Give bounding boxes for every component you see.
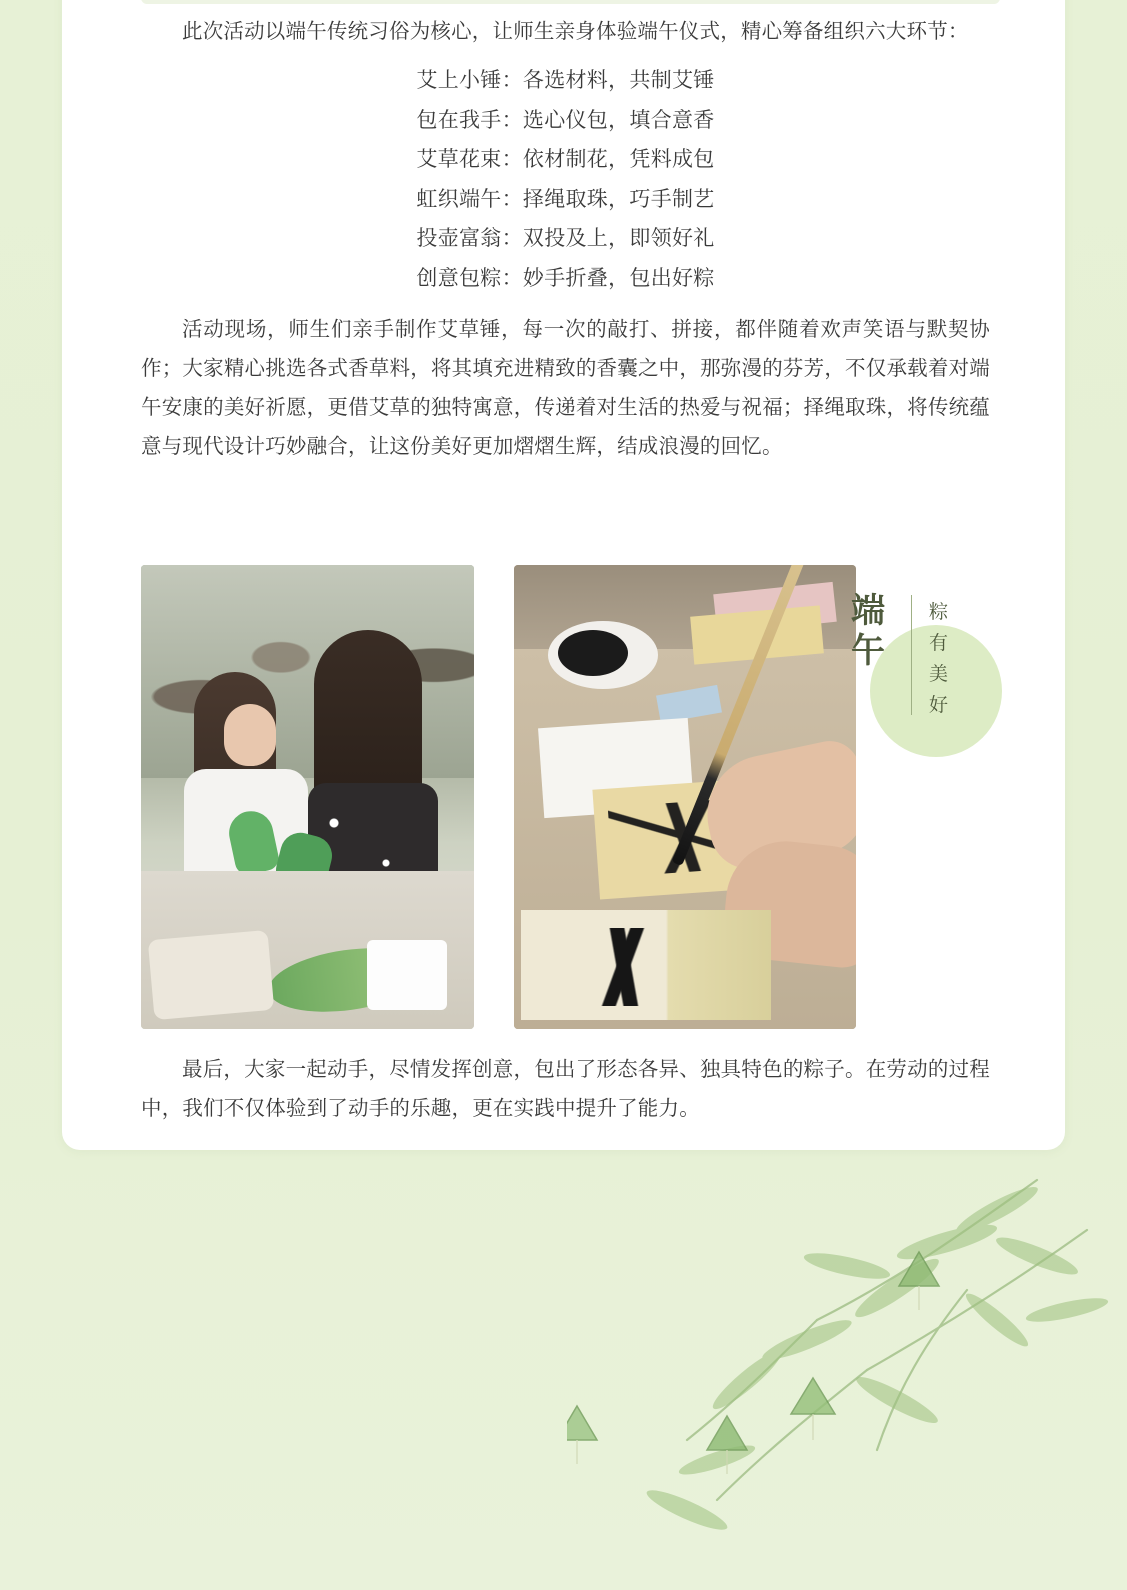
seal-title: 端午 bbox=[851, 592, 886, 670]
photo-left-person-a-face bbox=[224, 704, 276, 766]
activity-caption-bar bbox=[141, 0, 1000, 4]
list-item: 虹织端午：择绳取珠，巧手制艺 bbox=[416, 187, 715, 211]
list-item: 艾上小锤：各选材料，共制艾锤 bbox=[416, 69, 715, 92]
closing-paragraph: 最后，大家一起动手，尽情发挥创意，包出了形态各异、独具特色的粽子。在劳动的过程中，我们不仅体验到了动手的乐趣，更在实践中提升了能力。 bbox=[141, 1058, 990, 1120]
photo-right-ink bbox=[558, 630, 628, 676]
photo-activity-calligraphy bbox=[514, 565, 856, 1029]
seal-divider bbox=[911, 595, 912, 715]
article-card-inner bbox=[62, 0, 1065, 1150]
intro-paragraph: 此次活动以端午传统习俗为核心，让师生亲身体验端午仪式，精心筹备组织六大环节： bbox=[182, 20, 969, 43]
list-item: 投壶富翁：双投及上，即领好礼 bbox=[416, 227, 715, 250]
photo-right-bottom-card-strokes bbox=[538, 928, 708, 1006]
list-item: 创意包粽：妙手折叠，包出好粽 bbox=[416, 266, 715, 290]
session-list bbox=[141, 61, 990, 298]
photo-activity-handcraft bbox=[141, 565, 474, 1029]
photo-left-white-box bbox=[367, 940, 447, 1010]
photo-left-cloth bbox=[148, 930, 275, 1020]
seal-subtitle: 粽有美好 bbox=[929, 602, 950, 716]
article-card bbox=[62, 0, 1065, 1150]
body-paragraph: 活动现场，师生们亲手制作艾草锤，每一次的敲打、拼接，都伴随着欢声笑语与默契协作；大家精心挑选各式香草料，将其填充进精致的香囊之中，那弥漫的芬芳，不仅承载着对端午安康的美好祈愿，更借艾草的独特寓意，传递着对生活的热爱与祝福；择绳取珠，将传统蕴意与现代设计巧妙融合，让这份美好更加熠熠生辉，结成浪漫的回忆。 bbox=[141, 318, 990, 458]
article-content bbox=[141, 12, 990, 472]
list-item: 包在我手：选心仪包，填合意香 bbox=[416, 108, 715, 132]
closing-block bbox=[141, 1050, 990, 1134]
photo-left-crowd bbox=[141, 602, 474, 760]
seal-block bbox=[837, 585, 1002, 785]
list-item: 艾草花束：依材制花，凭料成包 bbox=[416, 148, 715, 171]
